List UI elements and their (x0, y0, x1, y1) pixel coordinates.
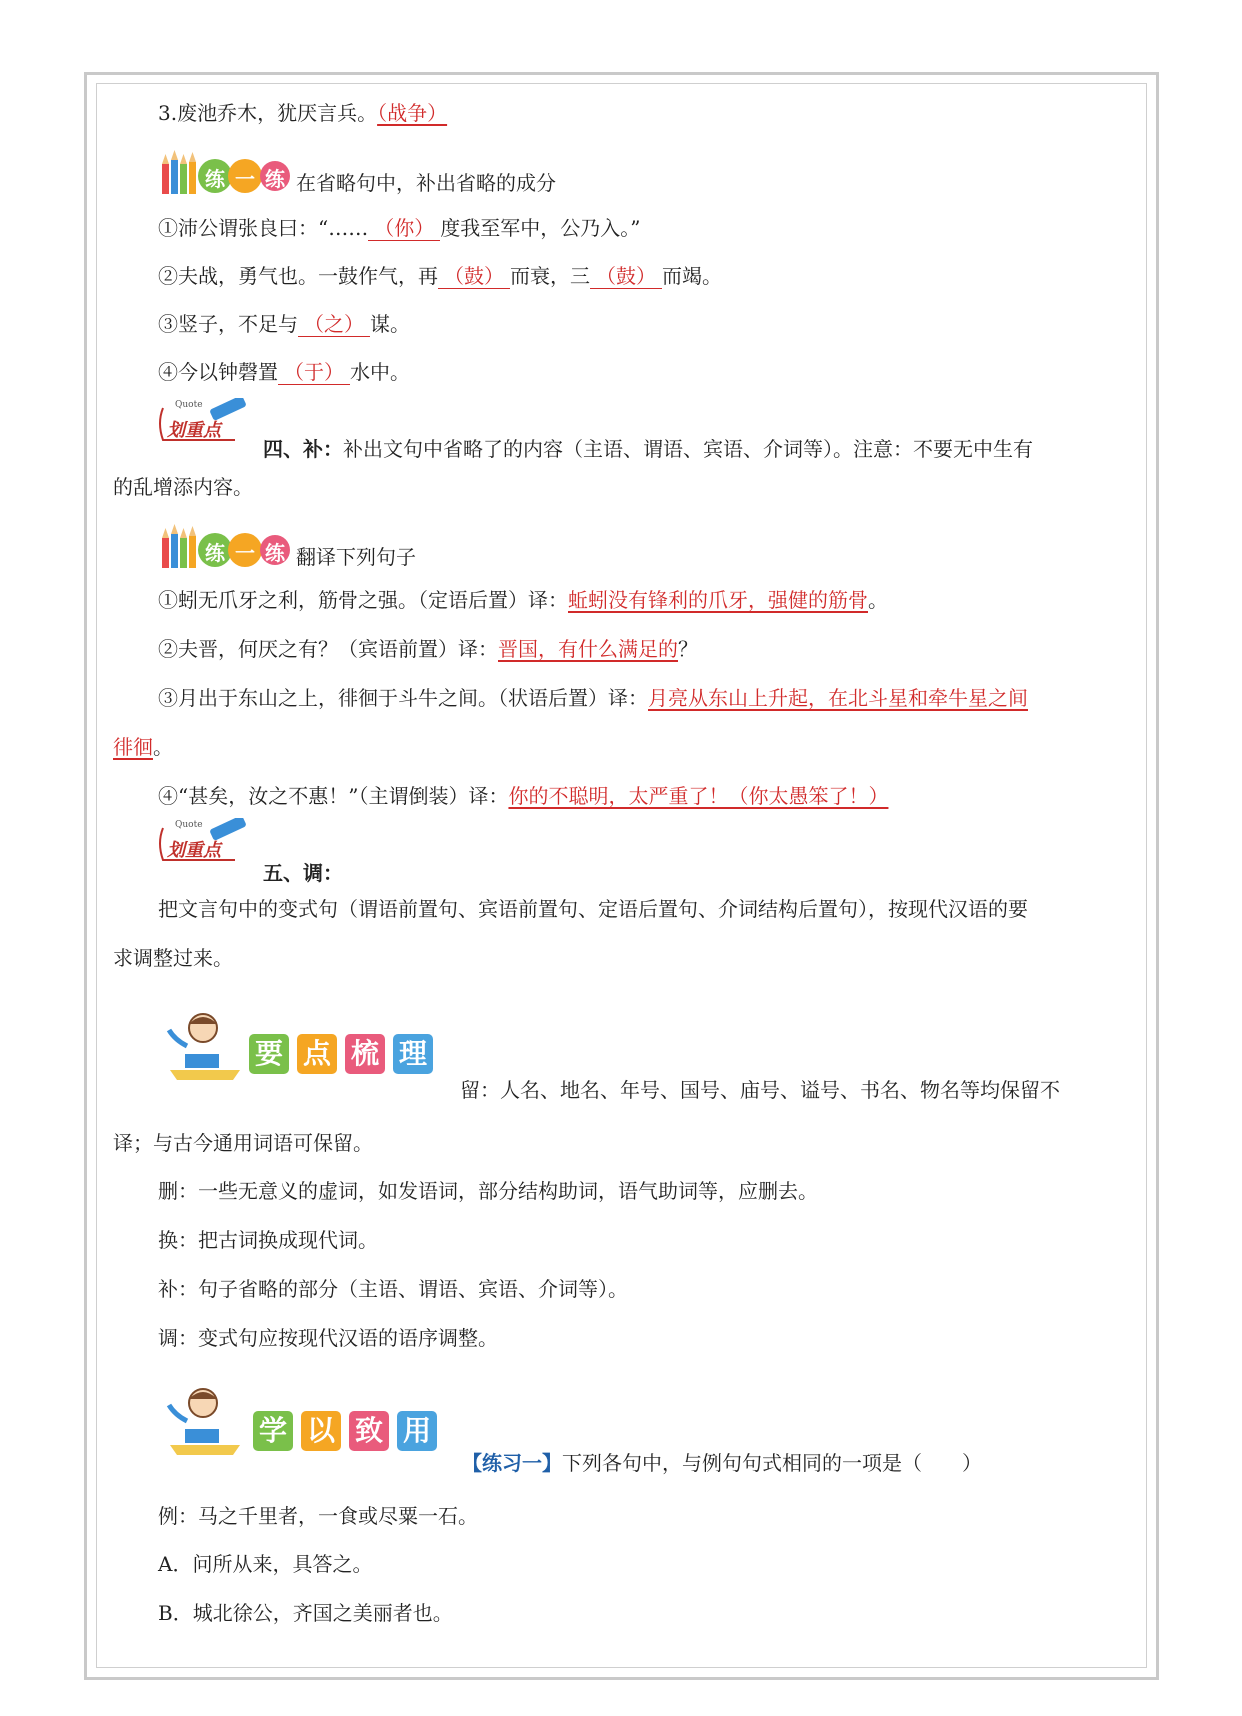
item-text: ④今以钟磬置 (158, 360, 278, 384)
badge-tile: 理 (393, 1034, 433, 1074)
point4-line2: 的乱增添内容。 (113, 475, 253, 499)
ellipsis-item-3 (158, 311, 410, 337)
translate-item-4 (158, 783, 888, 809)
item-text: ①蚓无爪牙之利，筋骨之强。（定语后置）译： (158, 588, 568, 612)
sentence-3-answer: （战争） (377, 101, 448, 125)
summary-shan: 删：一些无意义的虚词，如发语词，部分结构助词，语气助词等，应删去。 (158, 1179, 818, 1203)
point4-line1 (263, 436, 1033, 462)
badge-char-1: 练 (205, 541, 225, 565)
student-reading-icon (165, 1010, 245, 1082)
summary-liu-line2: 译；与古今通用词语可保留。 (113, 1131, 373, 1155)
item-text: ①沛公谓张良曰：“…… (158, 216, 369, 240)
item-text: 。 (153, 735, 173, 759)
item-text: ③竖子，不足与 (158, 312, 298, 336)
ellipsis-item-1 (158, 215, 640, 241)
badge-tile: 用 (397, 1411, 437, 1451)
sentence-3-text: 3.废池乔木，犹厌言兵。 (158, 101, 378, 125)
fill-answer: （鼓） (590, 264, 662, 289)
summary-huan: 换：把古词换成现代词。 (158, 1228, 378, 1252)
summary-diao: 调：变式句应按现代汉语的语序调整。 (158, 1326, 498, 1350)
translation-answer: 晋国，有什么满足的 (498, 637, 678, 661)
fill-answer: （鼓） (438, 264, 510, 289)
translate-item-2 (158, 636, 698, 662)
translate-item-3 (158, 685, 1028, 711)
translation-answer: 徘徊 (113, 735, 153, 759)
option-a: A．问所从来，具答之。 (158, 1552, 373, 1576)
ellipsis-item-4 (158, 359, 410, 385)
item-text: ②夫战，勇气也。一鼓作气，再 (158, 264, 438, 288)
key-point-text: 划重点 (167, 840, 221, 861)
item-text: 而衰，三 (510, 264, 590, 288)
fill-answer: （你） (368, 216, 440, 241)
badge-char-2: 一 (235, 167, 255, 191)
summary-bu: 补：句子省略的部分（主语、谓语、宾语、介词等）。 (158, 1277, 628, 1301)
translation-answer: 月亮从东山上升起，在北斗星和牵牛星之间 (648, 686, 1028, 710)
badge-char-2: 一 (235, 541, 255, 565)
badge-char-3: 练 (265, 167, 285, 191)
point4-text: 补出文句中省略了的内容（主语、谓语、宾语、介词等）。注意：不要无中生有 (343, 437, 1033, 461)
item-text: 而竭。 (662, 264, 722, 288)
item-text: ④“甚矣，汝之不惠！”（主谓倒装）译： (158, 784, 509, 808)
exercise1-question (462, 1450, 982, 1476)
ellipsis-item-2 (158, 263, 722, 289)
summary-badge (165, 1010, 427, 1086)
item-text: 。 (868, 588, 888, 612)
translate-item-3-cont (113, 734, 173, 760)
practice-badge (160, 524, 290, 576)
point5-line2: 求调整过来。 (113, 946, 233, 970)
item-text: ③月出于东山之上，徘徊于斗牛之间。（状语后置）译： (158, 686, 648, 710)
translation-answer: 你的不聪明，太严重了！（你太愚笨了！） (508, 784, 889, 808)
section2-instruction: 翻译下列句子 (296, 545, 416, 569)
key-point-text: 划重点 (167, 420, 221, 441)
key-point-badge (155, 398, 255, 452)
badge-tile: 以 (301, 1411, 341, 1451)
student-reading-icon (165, 1385, 245, 1457)
summary-liu-line1: 留：人名、地名、年号、国号、庙号、谥号、书名、物名等均保留不 (460, 1078, 1060, 1102)
key-point-badge (155, 818, 255, 872)
badge-tile: 致 (349, 1411, 389, 1451)
section1-instruction: 在省略句中，补出省略的成分 (296, 171, 556, 195)
exercise-label: 【练习一】 (462, 1451, 562, 1475)
sentence-3 (158, 100, 447, 126)
translation-answer: 蚯蚓没有锋利的爪牙，强健的筋骨 (568, 588, 868, 612)
badge-tile: 点 (297, 1034, 337, 1074)
badge-tile: 要 (249, 1034, 289, 1074)
quote-label: Quote (175, 400, 203, 410)
question-text: 下列各句中，与例句句式相同的一项是（ ） (562, 1451, 982, 1475)
exercise1-example: 例：马之千里者，一食或尽粟一石。 (158, 1504, 478, 1528)
fill-answer: （于） (278, 360, 350, 385)
item-text: ？ (678, 637, 698, 661)
translate-item-1 (158, 587, 888, 613)
item-text: 谋。 (370, 312, 410, 336)
practice-badge (160, 150, 290, 202)
point5-title: 五、调： (263, 861, 343, 885)
quote-label: Quote (175, 820, 203, 830)
apply-badge (165, 1385, 431, 1461)
item-text: 度我至军中，公乃入。” (440, 216, 641, 240)
item-text: ②夫晋，何厌之有？（宾语前置）译： (158, 637, 498, 661)
badge-char-3: 练 (265, 541, 285, 565)
item-text: 水中。 (350, 360, 410, 384)
point5-line1: 把文言句中的变式句（谓语前置句、宾语前置句、定语后置句、介词结构后置句），按现代汉语的要 (158, 897, 1028, 921)
option-b: B．城北徐公，齐国之美丽者也。 (158, 1601, 453, 1625)
badge-char-1: 练 (205, 167, 225, 191)
badge-tile: 梳 (345, 1034, 385, 1074)
badge-tile: 学 (253, 1411, 293, 1451)
fill-answer: （之） (298, 312, 370, 337)
point4-title: 四、补： (263, 437, 343, 461)
